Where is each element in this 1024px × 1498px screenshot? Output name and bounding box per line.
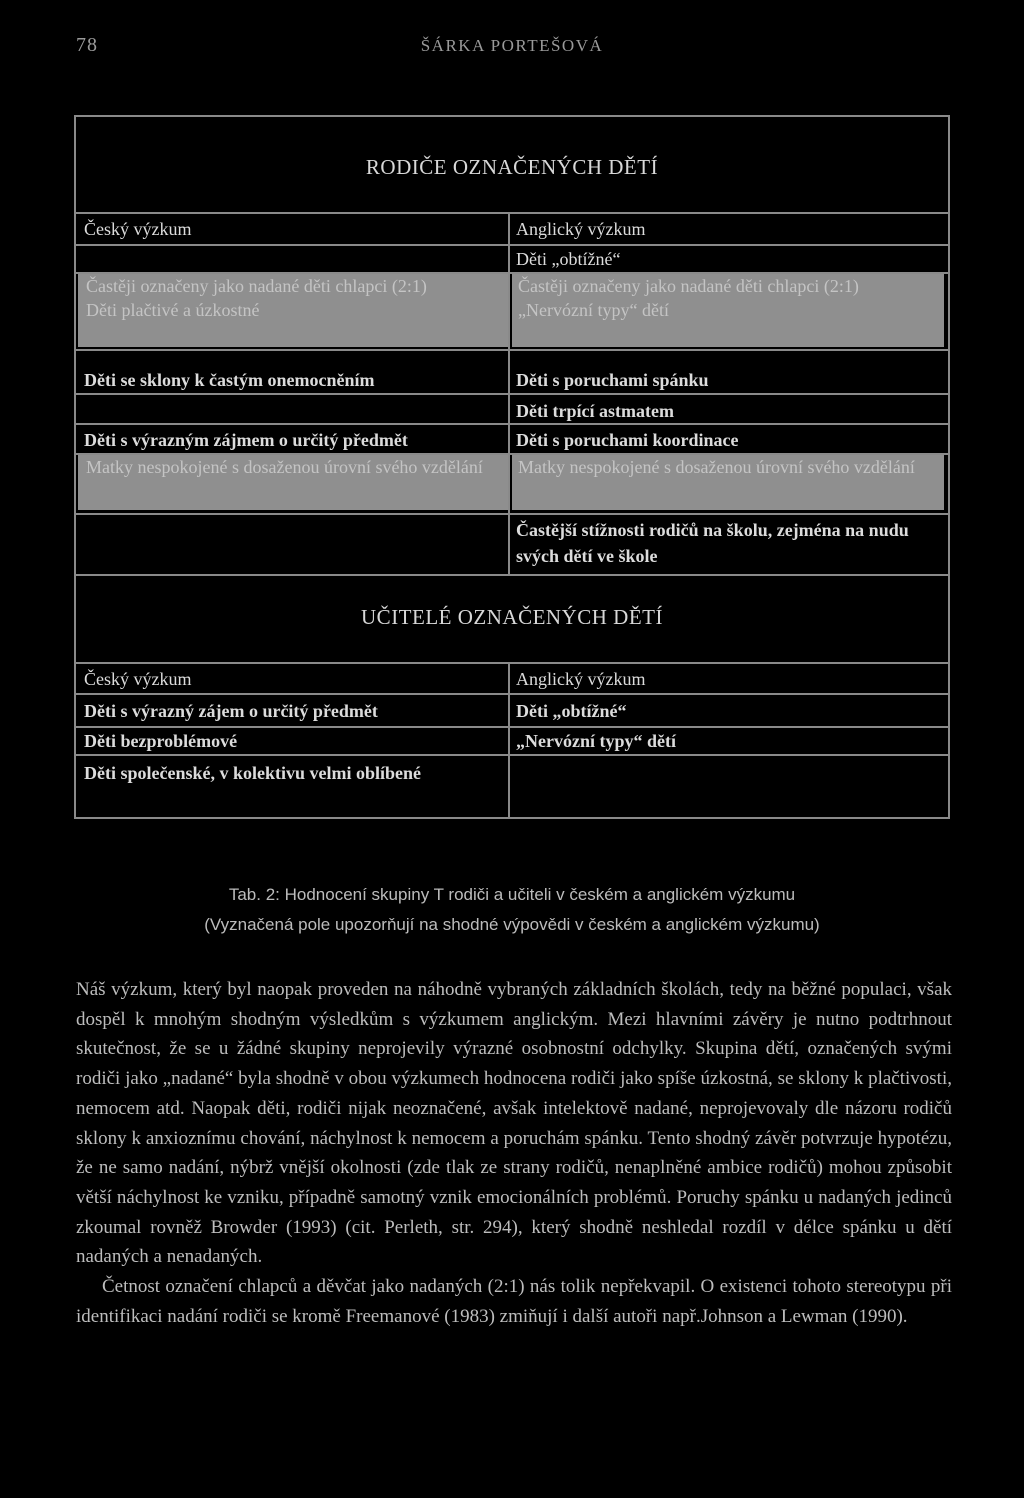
paragraph-2: Četnost označení chlapců a děvčat jako nadaných (2:1) nás tolik nepřekvapil. O existenci tohoto stereotypu při identifikaci nadání rodiči se kromě Freemanové (1983) zmiňují i další autoři např.Johnson a Lewman (1990). — [76, 1276, 952, 1327]
running-title: ŠÁRKA PORTEŠOVÁ — [420, 36, 604, 55]
caption-line-2: (Vyznačená pole upozorňují na shodné výpovědi v českém a anglickém výzkumu) — [204, 915, 820, 934]
table-divider — [76, 574, 948, 576]
paragraph-1: Náš výzkum, který byl naopak proveden na náhodně vybraných základních školách, tedy na běžné populaci, však dospěl k mnohým shodným výsledkům s výzkumem anglickým. Mezi hlavními závěry je nutno podtrhnout skutečnost, že se u žádné skupiny neprojevily výrazné osobnostní odchylky. Skupina dětí, označených svými rodiči jako „nadané“ byla shodně v obou výzkumech hodnocena rodiči jako spíše úzkostná, se sklony k plačtivosti, nemocem atd. Naopak děti, rodiči nijak neoznačené, avšak intelektově nadané, neprojevovaly dle názoru rodičů sklony k anxioznímu chování, náchylnost k nemocem a poruchám spánku. Tento shodný závěr potvrzuje hypotézu, že ne samo nadání, nýbrž vnější okolnosti (zde tlak ze strany rodičů, nenaplněné ambice rodičů) mohou způsobit větší náchylnost ke vzniku, případně samotný vznik emocionálních problémů. Poruchy spánku u nadaných jedinců zkoumal rovněž Browder (1993) (cit. Perleth, str. 294), který shodně neshledal rozdíl v délce spánku u dětí nadaných a nenadaných. — [76, 979, 952, 1268]
table-divider — [76, 693, 948, 695]
parents-english-row-5: Děti trpící astmatem — [516, 401, 674, 421]
teachers-czech-row-3: Děti společenské, v kolektivu velmi oblíbené — [84, 763, 421, 783]
teachers-section-title: UČITELÉ OZNAČENÝCH DĚTÍ — [361, 605, 663, 629]
table-divider — [76, 423, 948, 425]
table-caption — [0, 880, 1024, 940]
teachers-english-row-2: „Nervózní typy“ dětí — [516, 731, 676, 751]
parents-english-row-1: Děti „obtížné“ — [516, 249, 621, 269]
teachers-english-row-1: Děti „obtížné“ — [516, 701, 627, 721]
page-header — [0, 34, 1024, 64]
table-divider — [76, 726, 948, 728]
table-divider — [76, 662, 948, 664]
table-divider — [76, 513, 948, 515]
table-divider — [76, 244, 948, 246]
table-divider — [76, 212, 948, 214]
teachers-english-header: Anglický výzkum — [516, 669, 646, 689]
comparison-table — [74, 115, 950, 819]
parents-czech-row-6: Děti s výrazným zájmem o určitý předmět — [84, 430, 408, 450]
column-divider — [508, 662, 510, 817]
parents-czech-header: Český výzkum — [84, 219, 192, 239]
teachers-czech-header: Český výzkum — [84, 669, 192, 689]
teachers-czech-row-2: Děti bezproblémové — [84, 731, 238, 751]
parents-english-row-7: Matky nespokojené s dosaženou úrovní svého vzdělání — [512, 455, 944, 510]
table-divider — [76, 393, 948, 395]
table-divider — [76, 754, 948, 756]
teachers-czech-row-1: Děti s výrazný zájem o určitý předmět — [84, 701, 378, 721]
parents-section-title: RODIČE OZNAČENÝCH DĚTÍ — [365, 155, 659, 179]
parents-czech-row-4: Děti se sklony k častým onemocněním — [84, 370, 375, 390]
page-number: 78 — [76, 34, 98, 56]
parents-czech-row-2: Častěji označeny jako nadané děti chlapci (2:1) Děti plačtivé a úzkostné — [78, 274, 508, 347]
parents-english-header: Anglický výzkum — [516, 219, 646, 239]
parents-english-row-2: Častěji označeny jako nadané děti chlapci (2:1) „Nervózní typy“ dětí — [512, 274, 944, 347]
table-divider — [76, 349, 948, 351]
body-text — [76, 975, 952, 1331]
caption-line-1: Tab. 2: Hodnocení skupiny T rodiči a učiteli v českém a anglickém výzkumu — [228, 885, 796, 904]
parents-english-row-4: Děti s poruchami spánku — [516, 370, 709, 390]
parents-english-row-8: Častější stížnosti rodičů na školu, zejména na nudu svých dětí ve škole — [516, 520, 909, 566]
parents-czech-row-7: Matky nespokojené s dosaženou úrovní svého vzdělání — [78, 455, 508, 510]
parents-english-row-6: Děti s poruchami koordinace — [516, 430, 739, 450]
